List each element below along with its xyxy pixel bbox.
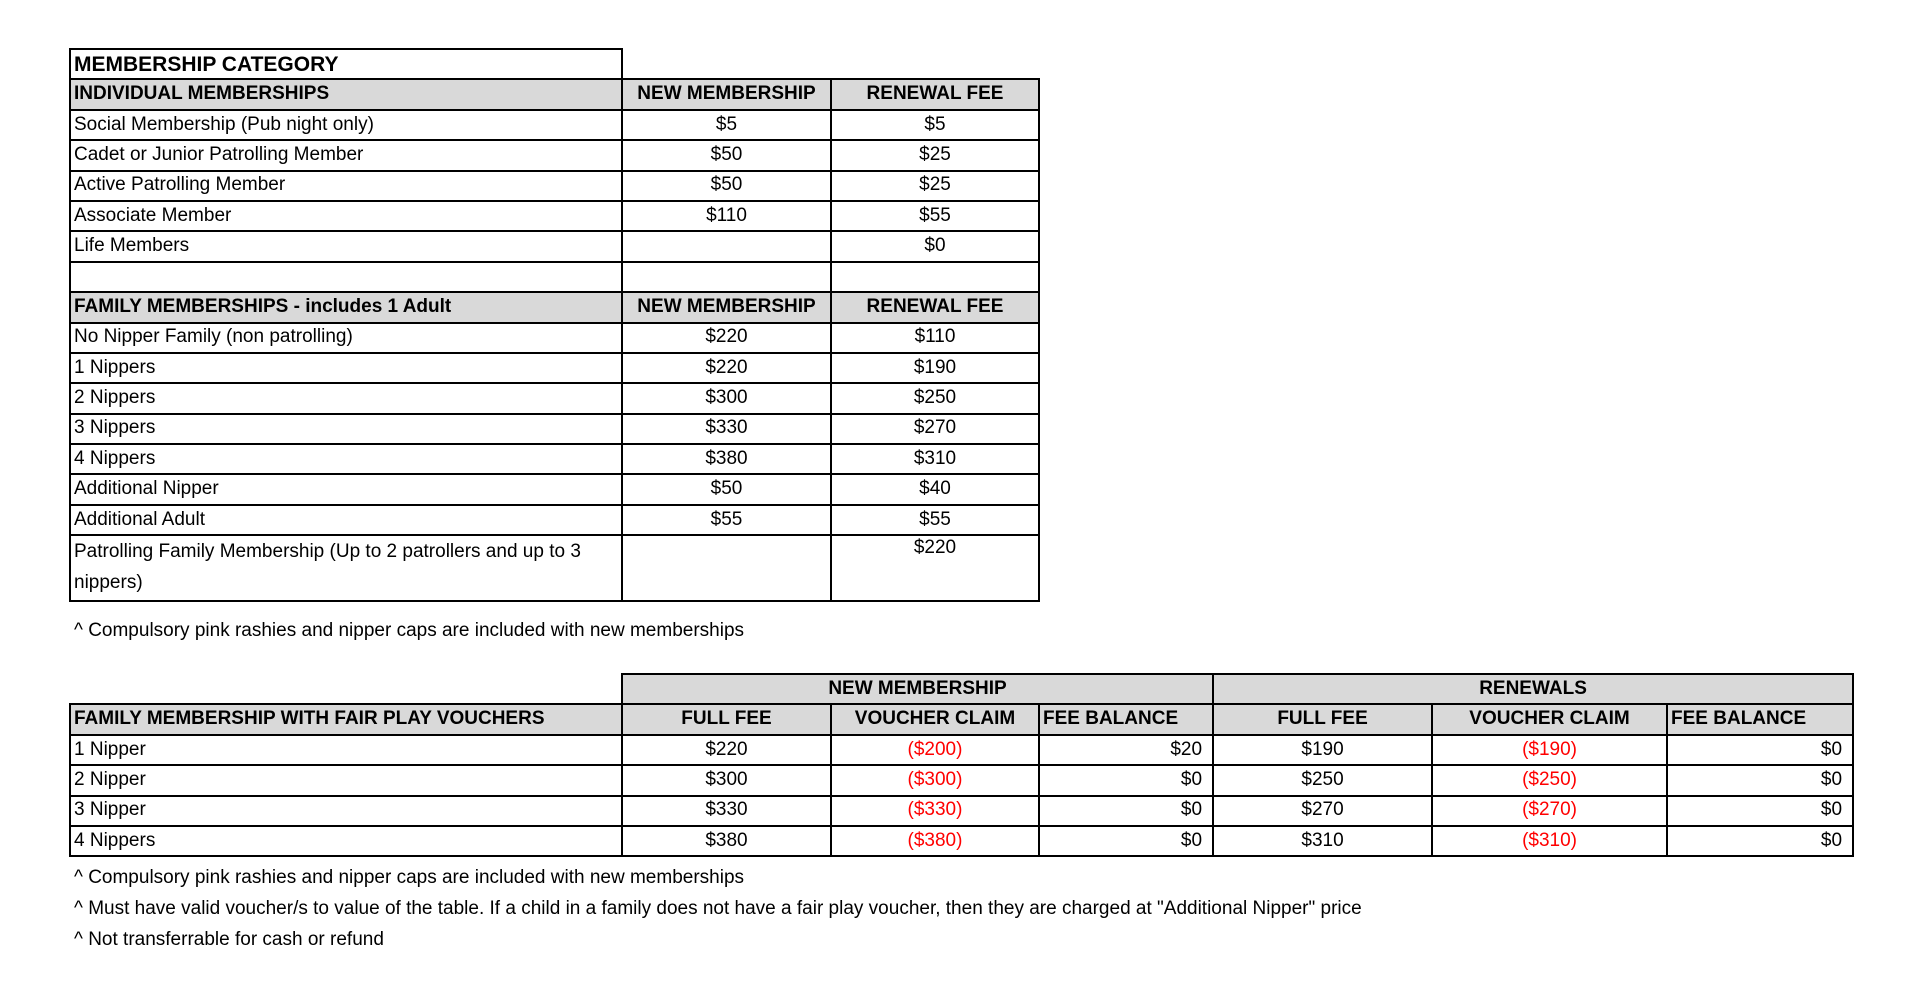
row-label: 1 Nippers: [70, 353, 622, 383]
new-full-fee: $220: [622, 735, 831, 765]
table-row: [70, 765, 1853, 795]
individual-heading: INDIVIDUAL MEMBERSHIPS: [70, 79, 622, 109]
new-fee: $220: [622, 353, 831, 383]
col-new-membership: NEW MEMBERSHIP: [622, 292, 831, 322]
voucher-heading: FAMILY MEMBERSHIP WITH FAIR PLAY VOUCHERS: [70, 704, 622, 734]
new-full-fee: $330: [622, 796, 831, 826]
row-label: Patrolling Family Membership (Up to 2 patrollers and up to 3 nippers): [70, 535, 622, 601]
renewal-fee: $0: [831, 231, 1039, 261]
row-label: 2 Nippers: [70, 383, 622, 413]
renewal-voucher-claim: ($250): [1432, 765, 1667, 795]
new-fee: [622, 535, 831, 601]
renewal-fee: $190: [831, 353, 1039, 383]
renewal-full-fee: $250: [1213, 765, 1432, 795]
row-label: 1 Nipper: [70, 735, 622, 765]
renewal-full-fee: $270: [1213, 796, 1432, 826]
footnote: ^ Compulsory pink rashies and nipper caps are included with new memberships: [74, 620, 745, 641]
renewal-fee: $250: [831, 383, 1039, 413]
col-voucher-claim: VOUCHER CLAIM: [1432, 704, 1667, 734]
table-row: [70, 323, 1039, 353]
row-label: Active Patrolling Member: [70, 171, 622, 201]
renewal-fee: $220: [831, 535, 1039, 601]
table-row: [70, 231, 1039, 261]
renewal-fee-balance: $0: [1667, 826, 1853, 856]
group-renewals: RENEWALS: [1213, 674, 1853, 704]
row-label: 2 Nipper: [70, 765, 622, 795]
renewal-fee-balance: $0: [1667, 765, 1853, 795]
table-row: [70, 110, 1039, 140]
renewal-fee-balance: $0: [1667, 735, 1853, 765]
renewal-fee: $40: [831, 474, 1039, 504]
new-voucher-claim: ($200): [831, 735, 1039, 765]
group-header-row: [70, 674, 1853, 704]
renewal-fee: $55: [831, 505, 1039, 535]
new-fee-balance: $0: [1039, 796, 1213, 826]
row-label: No Nipper Family (non patrolling): [70, 323, 622, 353]
renewal-voucher-claim: ($190): [1432, 735, 1667, 765]
col-renewal-fee: RENEWAL FEE: [831, 79, 1039, 109]
col-renewal-fee: RENEWAL FEE: [831, 292, 1039, 322]
col-new-membership: NEW MEMBERSHIP: [622, 79, 831, 109]
table-title: MEMBERSHIP CATEGORY: [70, 49, 622, 79]
col-full-fee: FULL FEE: [622, 704, 831, 734]
renewal-fee-balance: $0: [1667, 796, 1853, 826]
row-label: 3 Nippers: [70, 414, 622, 444]
row-label: Additional Adult: [70, 505, 622, 535]
renewal-fee: $110: [831, 323, 1039, 353]
renewal-fee: $270: [831, 414, 1039, 444]
new-fee: $50: [622, 140, 831, 170]
table-row: [70, 535, 1039, 601]
new-fee: $300: [622, 383, 831, 413]
renewal-fee: $25: [831, 140, 1039, 170]
group-new-membership: NEW MEMBERSHIP: [622, 674, 1213, 704]
new-fee-balance: $0: [1039, 765, 1213, 795]
renewal-full-fee: $310: [1213, 826, 1432, 856]
table-row: [70, 414, 1039, 444]
new-fee: $5: [622, 110, 831, 140]
renewal-fee: $310: [831, 444, 1039, 474]
new-fee: $330: [622, 414, 831, 444]
new-full-fee: $300: [622, 765, 831, 795]
table-row: [70, 735, 1853, 765]
fair-play-voucher-table: [69, 673, 1854, 857]
table-row: [70, 171, 1039, 201]
table-row: [70, 796, 1853, 826]
footnote: ^ Must have valid voucher/s to value of the table. If a child in a family does not have a fair play voucher, then they are charged at "Additional Nipper" price: [74, 898, 1362, 919]
renewal-fee: $55: [831, 201, 1039, 231]
new-voucher-claim: ($300): [831, 765, 1039, 795]
row-label: 3 Nipper: [70, 796, 622, 826]
new-fee: $110: [622, 201, 831, 231]
row-label: 4 Nippers: [70, 444, 622, 474]
new-fee: $55: [622, 505, 831, 535]
table-row: [70, 826, 1853, 856]
family-heading: FAMILY MEMBERSHIPS - includes 1 Adult: [70, 292, 622, 322]
row-label: Associate Member: [70, 201, 622, 231]
row-label: Social Membership (Pub night only): [70, 110, 622, 140]
renewal-voucher-claim: ($310): [1432, 826, 1667, 856]
blank-row: [70, 262, 1039, 292]
footnote: ^ Not transferrable for cash or refund: [74, 929, 384, 950]
individual-header-row: [70, 79, 1039, 109]
col-full-fee: FULL FEE: [1213, 704, 1432, 734]
new-fee: [622, 231, 831, 261]
row-label: Cadet or Junior Patrolling Member: [70, 140, 622, 170]
new-fee: $50: [622, 171, 831, 201]
renewal-fee: $5: [831, 110, 1039, 140]
table-row: [70, 444, 1039, 474]
row-label: Additional Nipper: [70, 474, 622, 504]
table-row: [70, 505, 1039, 535]
renewal-fee: $25: [831, 171, 1039, 201]
renewal-full-fee: $190: [1213, 735, 1432, 765]
table-row: [70, 353, 1039, 383]
table-row: [70, 474, 1039, 504]
new-fee-balance: $20: [1039, 735, 1213, 765]
table-row: [70, 201, 1039, 231]
col-fee-balance: FEE BALANCE: [1667, 704, 1853, 734]
row-label: 4 Nippers: [70, 826, 622, 856]
family-header-row: [70, 292, 1039, 322]
table-row: [70, 383, 1039, 413]
row-label: Life Members: [70, 231, 622, 261]
table-row: [70, 140, 1039, 170]
renewal-voucher-claim: ($270): [1432, 796, 1667, 826]
footnote: ^ Compulsory pink rashies and nipper caps are included with new memberships: [74, 867, 745, 888]
new-fee: $380: [622, 444, 831, 474]
column-header-row: [70, 704, 1853, 734]
membership-fees-table: [69, 48, 1040, 602]
new-voucher-claim: ($380): [831, 826, 1039, 856]
col-fee-balance: FEE BALANCE: [1039, 704, 1213, 734]
new-voucher-claim: ($330): [831, 796, 1039, 826]
new-fee-balance: $0: [1039, 826, 1213, 856]
col-voucher-claim: VOUCHER CLAIM: [831, 704, 1039, 734]
new-fee: $50: [622, 474, 831, 504]
title-row: [70, 49, 1039, 79]
new-full-fee: $380: [622, 826, 831, 856]
new-fee: $220: [622, 323, 831, 353]
